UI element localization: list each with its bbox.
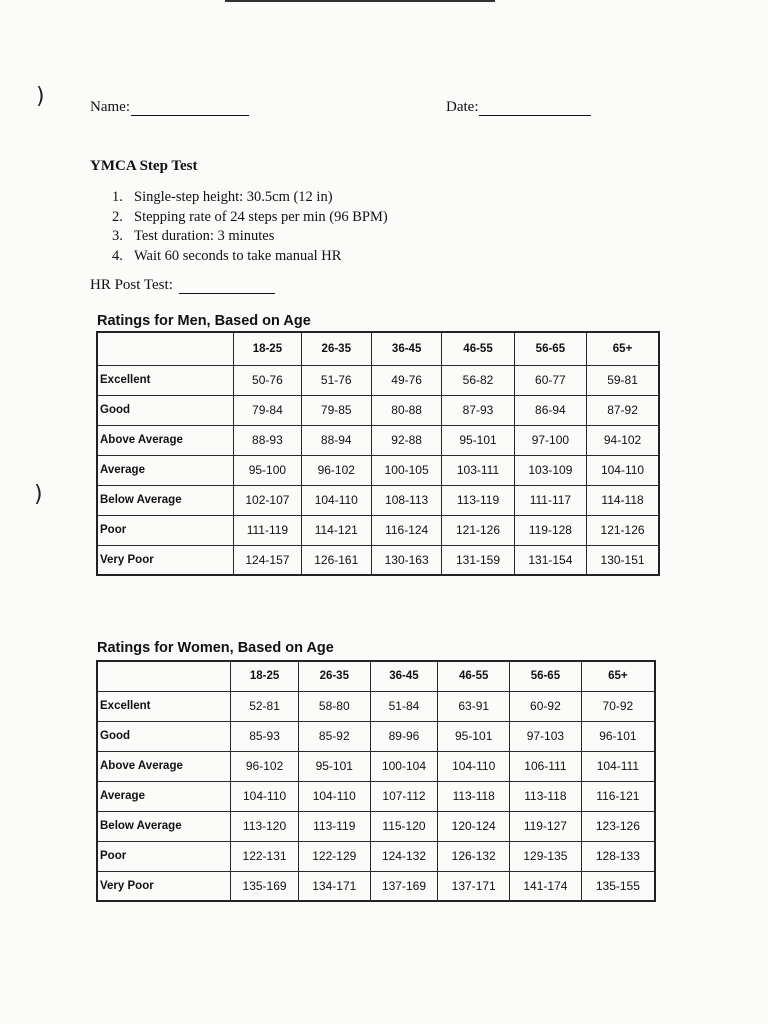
value-cell: 122-131 [231,841,299,871]
value-cell: 121-126 [587,515,659,545]
women-table-title: Ratings for Women, Based on Age [97,640,334,656]
value-cell: 96-102 [231,751,299,781]
document-title: YMCA Step Test [90,158,198,174]
step-number: 3. [112,228,123,244]
value-cell: 88-94 [301,425,371,455]
value-cell: 107-112 [370,781,438,811]
value-cell: 100-105 [371,455,441,485]
value-cell: 135-169 [231,871,299,901]
value-cell: 103-111 [442,455,514,485]
age-header: 46-55 [442,332,514,365]
value-cell: 126-132 [438,841,510,871]
age-header: 36-45 [370,661,438,691]
step-item [112,208,388,228]
category-cell: Very Poor [97,871,231,901]
value-cell: 124-157 [234,545,301,575]
table-row [97,691,655,721]
value-cell: 49-76 [371,365,441,395]
name-blank-line[interactable] [131,101,249,116]
men-table-title: Ratings for Men, Based on Age [97,313,311,329]
age-header: 56-65 [510,661,582,691]
table-row [97,425,659,455]
value-cell: 113-119 [298,811,370,841]
value-cell: 124-132 [370,841,438,871]
value-cell: 56-82 [442,365,514,395]
age-header: 36-45 [371,332,441,365]
value-cell: 63-91 [438,691,510,721]
value-cell: 85-92 [298,721,370,751]
value-cell: 88-93 [234,425,301,455]
table-row [97,781,655,811]
value-cell: 126-161 [301,545,371,575]
category-cell: Good [97,395,234,425]
women-ratings-table [96,660,656,902]
value-cell: 104-110 [301,485,371,515]
value-cell: 102-107 [234,485,301,515]
step-text: Single-step height: 30.5cm (12 in) [134,189,333,205]
hr-post-test-label: HR Post Test: [90,277,173,293]
value-cell: 86-94 [514,395,586,425]
value-cell: 89-96 [370,721,438,751]
value-cell: 95-101 [438,721,510,751]
value-cell: 130-151 [587,545,659,575]
value-cell: 58-80 [298,691,370,721]
value-cell: 97-103 [510,721,582,751]
step-number: 4. [112,247,123,264]
table-row [97,841,655,871]
value-cell: 85-93 [231,721,299,751]
step-text: Stepping rate of 24 steps per min (96 BPM) [134,208,388,225]
value-cell: 96-101 [581,721,655,751]
value-cell: 104-110 [587,455,659,485]
value-cell: 60-92 [510,691,582,721]
value-cell: 92-88 [371,425,441,455]
table-row [97,515,659,545]
value-cell: 79-84 [234,395,301,425]
step-item [112,247,388,267]
value-cell: 50-76 [234,365,301,395]
category-cell: Excellent [97,365,234,395]
category-cell: Very Poor [97,545,234,575]
men-ratings-table [96,331,660,576]
value-cell: 70-92 [581,691,655,721]
value-cell: 114-118 [587,485,659,515]
hole-punch-mark: ) [34,482,43,507]
value-cell: 95-101 [298,751,370,781]
value-cell: 113-118 [510,781,582,811]
step-number: 2. [112,208,123,225]
category-header [97,332,234,365]
category-cell: Above Average [97,751,231,781]
name-field [90,99,249,116]
table-row [97,455,659,485]
value-cell: 96-102 [301,455,371,485]
category-cell: Excellent [97,691,231,721]
value-cell: 121-126 [442,515,514,545]
category-header [97,661,231,691]
top-rule [225,0,495,2]
value-cell: 128-133 [581,841,655,871]
age-header: 46-55 [438,661,510,691]
table-row [97,721,655,751]
value-cell: 119-128 [514,515,586,545]
table-row [97,545,659,575]
value-cell: 135-155 [581,871,655,901]
value-cell: 95-100 [234,455,301,485]
value-cell: 104-110 [231,781,299,811]
value-cell: 115-120 [370,811,438,841]
age-header: 56-65 [514,332,586,365]
value-cell: 116-121 [581,781,655,811]
table-header-row [97,332,659,365]
value-cell: 113-118 [438,781,510,811]
value-cell: 80-88 [371,395,441,425]
name-label: Name: [90,99,130,115]
age-header: 65+ [581,661,655,691]
value-cell: 137-169 [370,871,438,901]
value-cell: 134-171 [298,871,370,901]
value-cell: 111-119 [234,515,301,545]
date-field [446,99,591,116]
hr-post-test-blank-line[interactable] [179,279,275,294]
value-cell: 79-85 [301,395,371,425]
category-cell: Above Average [97,425,234,455]
table-header-row [97,661,655,691]
value-cell: 87-92 [587,395,659,425]
date-blank-line[interactable] [479,101,591,116]
value-cell: 87-93 [442,395,514,425]
value-cell: 100-104 [370,751,438,781]
table-row [97,365,659,395]
step-number: 1. [112,189,123,205]
value-cell: 108-113 [371,485,441,515]
category-cell: Poor [97,841,231,871]
value-cell: 114-121 [301,515,371,545]
category-cell: Average [97,781,231,811]
value-cell: 129-135 [510,841,582,871]
age-header: 18-25 [234,332,301,365]
value-cell: 123-126 [581,811,655,841]
table-row [97,485,659,515]
step-list [112,188,388,266]
table-row [97,871,655,901]
step-item [112,188,388,208]
value-cell: 131-159 [442,545,514,575]
value-cell: 111-117 [514,485,586,515]
value-cell: 119-127 [510,811,582,841]
value-cell: 95-101 [442,425,514,455]
value-cell: 113-119 [442,485,514,515]
value-cell: 104-111 [581,751,655,781]
value-cell: 104-110 [438,751,510,781]
value-cell: 103-109 [514,455,586,485]
value-cell: 131-154 [514,545,586,575]
value-cell: 130-163 [371,545,441,575]
value-cell: 104-110 [298,781,370,811]
step-text: Test duration: 3 minutes [134,228,275,244]
value-cell: 122-129 [298,841,370,871]
value-cell: 141-174 [510,871,582,901]
category-cell: Below Average [97,811,231,841]
value-cell: 52-81 [231,691,299,721]
table-row [97,811,655,841]
category-cell: Poor [97,515,234,545]
hole-punch-mark: ) [36,84,45,109]
age-header: 26-35 [298,661,370,691]
value-cell: 94-102 [587,425,659,455]
value-cell: 113-120 [231,811,299,841]
value-cell: 116-124 [371,515,441,545]
value-cell: 51-76 [301,365,371,395]
category-cell: Average [97,455,234,485]
age-header: 65+ [587,332,659,365]
hr-post-test-field [90,277,275,294]
age-header: 18-25 [231,661,299,691]
value-cell: 51-84 [370,691,438,721]
value-cell: 106-111 [510,751,582,781]
value-cell: 137-171 [438,871,510,901]
category-cell: Good [97,721,231,751]
step-item [112,227,388,247]
value-cell: 59-81 [587,365,659,395]
step-text: Wait 60 seconds to take manual HR [134,247,342,264]
table-row [97,395,659,425]
table-row [97,751,655,781]
value-cell: 120-124 [438,811,510,841]
value-cell: 97-100 [514,425,586,455]
date-label: Date: [446,99,479,115]
age-header: 26-35 [301,332,371,365]
value-cell: 60-77 [514,365,586,395]
category-cell: Below Average [97,485,234,515]
